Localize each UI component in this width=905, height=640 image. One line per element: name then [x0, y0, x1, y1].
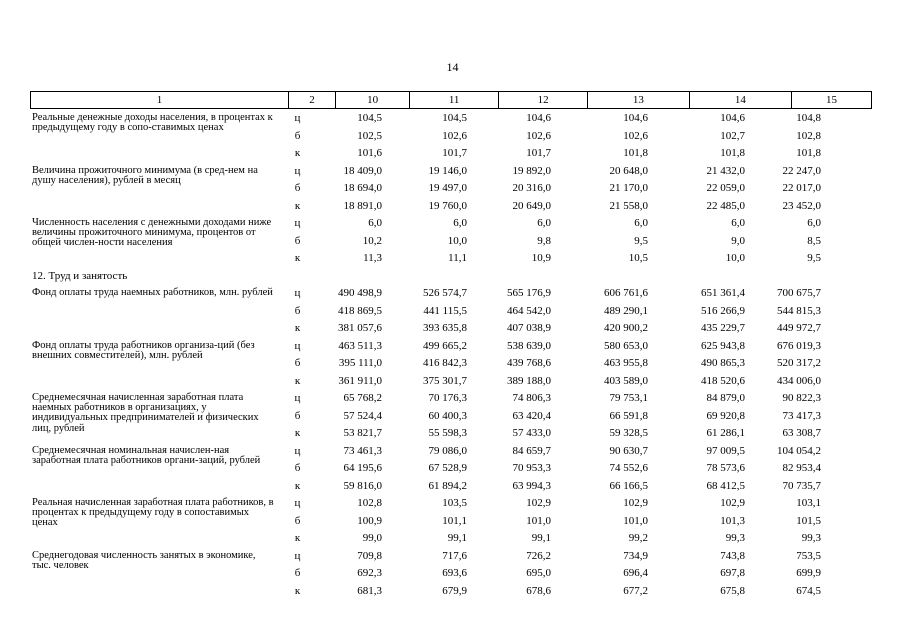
indicator-label: Реальная начисленная заработная плата работников, в процентах к предыдущему году в сопоставимых ценах	[32, 497, 274, 529]
table-cell: 18 891,0	[343, 199, 382, 212]
variant-code: ц	[294, 444, 301, 457]
variant-code: к	[294, 147, 301, 159]
table-cell: 101,0	[623, 514, 648, 527]
table-cell: 60 400,3	[428, 409, 467, 422]
table-cell: 99,1	[531, 532, 551, 544]
table-cell: 57 433,0	[512, 427, 551, 439]
table-cell: 516 266,9	[701, 304, 745, 317]
table-cell: 709,8	[357, 549, 382, 562]
table-cell: 99,0	[362, 532, 382, 544]
variant-code: к	[294, 479, 301, 492]
table-cell: 73 417,3	[782, 409, 821, 422]
table-cell: 697,8	[720, 567, 745, 579]
table-cell: 700 675,7	[777, 287, 821, 299]
variant-code: к	[294, 584, 301, 597]
table-cell: 102,8	[357, 497, 382, 509]
table-cell: 678,6	[526, 584, 551, 597]
table-cell: 99,2	[628, 532, 648, 544]
table-cell: 97 009,5	[706, 444, 745, 457]
table-cell: 66 166,5	[609, 479, 648, 492]
table-cell: 11,3	[363, 252, 382, 264]
table-cell: 59 328,5	[609, 427, 648, 439]
table-cell: 434 006,0	[777, 374, 821, 387]
table-cell: 101,7	[442, 147, 467, 159]
table-cell: 21 170,0	[609, 182, 648, 194]
table-cell: 441 115,5	[423, 304, 467, 317]
table-cell: 100,9	[357, 514, 382, 527]
table-cell: 22 059,0	[706, 182, 745, 194]
table-cell: 64 195,6	[343, 462, 382, 474]
table-cell: 6,0	[453, 217, 467, 229]
table-cell: 102,5	[357, 129, 382, 142]
table-cell: 79 753,1	[609, 392, 648, 404]
table-cell: 449 972,7	[777, 322, 821, 334]
table-cell: 61 894,2	[428, 479, 467, 492]
table-cell: 420 900,2	[604, 322, 648, 334]
indicator-label: Среднегодовая численность занятых в экономике, тыс. человек	[32, 549, 256, 571]
table-cell: 676 019,3	[777, 339, 821, 352]
indicator-label: Фонд оплаты труда работников организа-ций (без внешних совместителей), млн. рублей	[32, 339, 255, 361]
table-cell: 65 768,2	[343, 392, 382, 404]
table-cell: 693,6	[442, 567, 467, 579]
column-header: 10	[336, 92, 410, 109]
table-cell: 6,0	[731, 217, 745, 229]
indicator-label: Среднемесячная номинальная начислен-ная заработная плата работников органи-заций, рублей	[32, 444, 261, 466]
variant-code: к	[294, 532, 301, 544]
table-cell: 101,8	[720, 147, 745, 159]
table-cell: 19 497,0	[428, 182, 467, 194]
table-cell: 90 822,3	[782, 392, 821, 404]
table-cell: 19 760,0	[428, 199, 467, 212]
table-cell: 11,1	[448, 252, 467, 264]
table-cell: 416 842,3	[423, 357, 467, 369]
variant-code: к	[294, 427, 301, 439]
table-cell: 55 598,3	[428, 427, 467, 439]
column-header: 11	[409, 92, 498, 109]
table-cell: 69 920,8	[706, 409, 745, 422]
indicator-label: Фонд оплаты труда наемных работников, млн. рублей	[32, 287, 273, 298]
table-cell: 102,6	[623, 129, 648, 142]
table-cell: 74 552,6	[609, 462, 648, 474]
table-cell: 99,3	[725, 532, 745, 544]
table-cell: 19 892,0	[512, 164, 551, 177]
table-cell: 395 111,0	[338, 357, 382, 369]
page-number: 14	[446, 60, 459, 74]
variant-code: ц	[294, 112, 301, 124]
table-cell: 726,2	[526, 549, 551, 562]
table-cell: 70 953,3	[512, 462, 551, 474]
column-header: 14	[689, 92, 791, 109]
column-header: 13	[587, 92, 689, 109]
variant-code: ц	[294, 287, 301, 299]
variant-code: б	[294, 567, 301, 579]
table-cell: 6,0	[368, 217, 382, 229]
table-cell: 103,5	[442, 497, 467, 509]
table-cell: 68 412,5	[706, 479, 745, 492]
table-cell: 63 308,7	[782, 427, 821, 439]
table-cell: 21 558,0	[609, 199, 648, 212]
table-cell: 22 247,0	[782, 164, 821, 177]
table-cell: 8,5	[807, 234, 821, 247]
variant-code: ц	[294, 392, 301, 404]
table-cell: 6,0	[537, 217, 551, 229]
table-cell: 439 768,6	[507, 357, 551, 369]
variant-code: ц	[294, 497, 301, 509]
table-cell: 393 635,8	[423, 322, 467, 334]
table-cell: 717,6	[442, 549, 467, 562]
table-cell: 73 461,3	[343, 444, 382, 457]
table-cell: 490 865,3	[701, 357, 745, 369]
table-cell: 67 528,9	[428, 462, 467, 474]
table-cell: 418 520,6	[701, 374, 745, 387]
table-cell: 79 086,0	[428, 444, 467, 457]
table-cell: 21 432,0	[706, 164, 745, 177]
table-cell: 538 639,0	[507, 339, 551, 352]
table-cell: 74 806,3	[512, 392, 551, 404]
table-cell: 23 452,0	[782, 199, 821, 212]
table-cell: 674,5	[796, 584, 821, 597]
table-cell: 101,8	[796, 147, 821, 159]
table-cell: 463 955,8	[604, 357, 648, 369]
table-cell: 753,5	[796, 549, 821, 562]
table-cell: 6,0	[634, 217, 648, 229]
table-cell: 520 317,2	[777, 357, 821, 369]
table-cell: 102,8	[796, 129, 821, 142]
table-cell: 681,3	[357, 584, 382, 597]
table-cell: 101,3	[720, 514, 745, 527]
table-cell: 104,5	[442, 112, 467, 124]
column-header: 12	[499, 92, 587, 109]
table-cell: 104 054,2	[777, 444, 821, 457]
table-cell: 22 017,0	[782, 182, 821, 194]
table-cell: 104,6	[526, 112, 551, 124]
table-cell: 10,0	[447, 234, 467, 247]
table-cell: 9,8	[537, 234, 551, 247]
table-cell: 78 573,6	[706, 462, 745, 474]
table-cell: 361 911,0	[338, 374, 382, 387]
table-cell: 606 761,6	[604, 287, 648, 299]
column-header: 2	[288, 92, 335, 109]
table-cell: 464 542,0	[507, 304, 551, 317]
table-cell: 381 057,6	[338, 322, 382, 334]
table-cell: 6,0	[807, 217, 821, 229]
table-cell: 101,8	[623, 147, 648, 159]
table-cell: 102,6	[442, 129, 467, 142]
table-cell: 10,2	[362, 234, 382, 247]
column-header: 1	[31, 92, 289, 109]
table-cell: 63 994,3	[512, 479, 551, 492]
variant-code: б	[294, 304, 301, 317]
table-cell: 10,0	[725, 252, 745, 264]
table-cell: 565 176,9	[507, 287, 551, 299]
table-cell: 57 524,4	[343, 409, 382, 422]
column-header: 15	[791, 92, 871, 109]
variant-code: б	[294, 462, 301, 474]
table-cell: 9,0	[731, 234, 745, 247]
table-cell: 61 286,1	[706, 427, 745, 439]
table-cell: 544 815,3	[777, 304, 821, 317]
table-cell: 435 229,7	[701, 322, 745, 334]
table-cell: 99,3	[801, 532, 821, 544]
variant-code: ц	[294, 217, 301, 229]
table-cell: 82 953,4	[782, 462, 821, 474]
table-cell: 102,9	[526, 497, 551, 509]
table-cell: 403 589,0	[604, 374, 648, 387]
table-cell: 102,9	[623, 497, 648, 509]
table-cell: 580 653,0	[604, 339, 648, 352]
table-cell: 499 665,2	[423, 339, 467, 352]
table-cell: 679,9	[442, 584, 467, 597]
table-cell: 101,6	[357, 147, 382, 159]
table-cell: 101,1	[442, 514, 467, 527]
variant-code: к	[294, 374, 301, 387]
table-cell: 104,6	[720, 112, 745, 124]
data-table	[30, 110, 872, 600]
table-cell: 490 498,9	[338, 287, 382, 299]
table-cell: 692,3	[357, 567, 382, 579]
table-cell: 9,5	[634, 234, 648, 247]
table-cell: 101,0	[526, 514, 551, 527]
table-cell: 20 648,0	[609, 164, 648, 177]
table-cell: 103,1	[796, 497, 821, 509]
variant-code: ц	[294, 549, 301, 562]
table-cell: 407 038,9	[507, 322, 551, 334]
table-cell: 102,9	[720, 497, 745, 509]
table-cell: 22 485,0	[706, 199, 745, 212]
variant-code: б	[294, 234, 301, 247]
table-cell: 695,0	[526, 567, 551, 579]
indicator-label: Величина прожиточного минимума (в сред-нем на душу населения), рублей в месяц	[32, 164, 258, 186]
variant-code: б	[294, 182, 301, 194]
table-cell: 10,5	[628, 252, 648, 264]
table-cell: 743,8	[720, 549, 745, 562]
table-cell: 463 511,3	[338, 339, 382, 352]
section-heading: 12. Труд и занятость	[32, 269, 128, 282]
variant-code: к	[294, 322, 301, 334]
table-cell: 734,9	[623, 549, 648, 562]
table-cell: 84 659,7	[512, 444, 551, 457]
indicator-label: Численность населения с денежными доходами ниже величины прожиточного минимума, процентов от общей числен-ности населения	[32, 217, 272, 249]
table-cell: 418 869,5	[338, 304, 382, 317]
table-cell: 70 735,7	[782, 479, 821, 492]
table-cell: 66 591,8	[609, 409, 648, 422]
variant-code: к	[294, 252, 301, 264]
table-cell: 625 943,8	[701, 339, 745, 352]
table-cell: 18 694,0	[343, 182, 382, 194]
table-cell: 20 649,0	[512, 199, 551, 212]
table-cell: 59 816,0	[343, 479, 382, 492]
variant-code: ц	[294, 339, 301, 352]
table-cell: 699,9	[796, 567, 821, 579]
table-cell: 526 574,7	[423, 287, 467, 299]
indicator-label: Реальные денежные доходы населения, в процентах к предыдущему году в сопо-ставимых ценах	[32, 112, 273, 134]
indicator-label: Среднемесячная начисленная заработная плата наемных работников в организациях, у индивидуальных предпринимателей и физических лиц, рублей	[32, 392, 259, 434]
table-cell: 10,9	[531, 252, 551, 264]
table-cell: 104,5	[357, 112, 382, 124]
table-cell: 101,5	[796, 514, 821, 527]
table-cell: 53 821,7	[343, 427, 382, 439]
variant-code: б	[294, 514, 301, 527]
variant-code: б	[294, 357, 301, 369]
table-cell: 102,7	[720, 129, 745, 142]
variant-code: ц	[294, 164, 301, 177]
table-cell: 675,8	[720, 584, 745, 597]
variant-code: б	[294, 409, 301, 422]
column-header-row	[30, 91, 872, 109]
variant-code: б	[294, 129, 301, 142]
table-cell: 101,7	[526, 147, 551, 159]
table-cell: 102,6	[526, 129, 551, 142]
table-cell: 651 361,4	[701, 287, 745, 299]
table-cell: 84 879,0	[706, 392, 745, 404]
table-cell: 99,1	[447, 532, 467, 544]
table-cell: 18 409,0	[343, 164, 382, 177]
table-cell: 375 301,7	[423, 374, 467, 387]
table-cell: 389 188,0	[507, 374, 551, 387]
table-cell: 104,6	[623, 112, 648, 124]
table-cell: 677,2	[623, 584, 648, 597]
table-cell: 90 630,7	[609, 444, 648, 457]
table-cell: 104,8	[796, 112, 821, 124]
table-cell: 489 290,1	[604, 304, 648, 317]
table-cell: 20 316,0	[512, 182, 551, 194]
table-cell: 696,4	[623, 567, 648, 579]
table-cell: 70 176,3	[428, 392, 467, 404]
variant-code: к	[294, 199, 301, 212]
table-cell: 63 420,4	[512, 409, 551, 422]
table-cell: 19 146,0	[428, 164, 467, 177]
table-cell: 9,5	[807, 252, 821, 264]
